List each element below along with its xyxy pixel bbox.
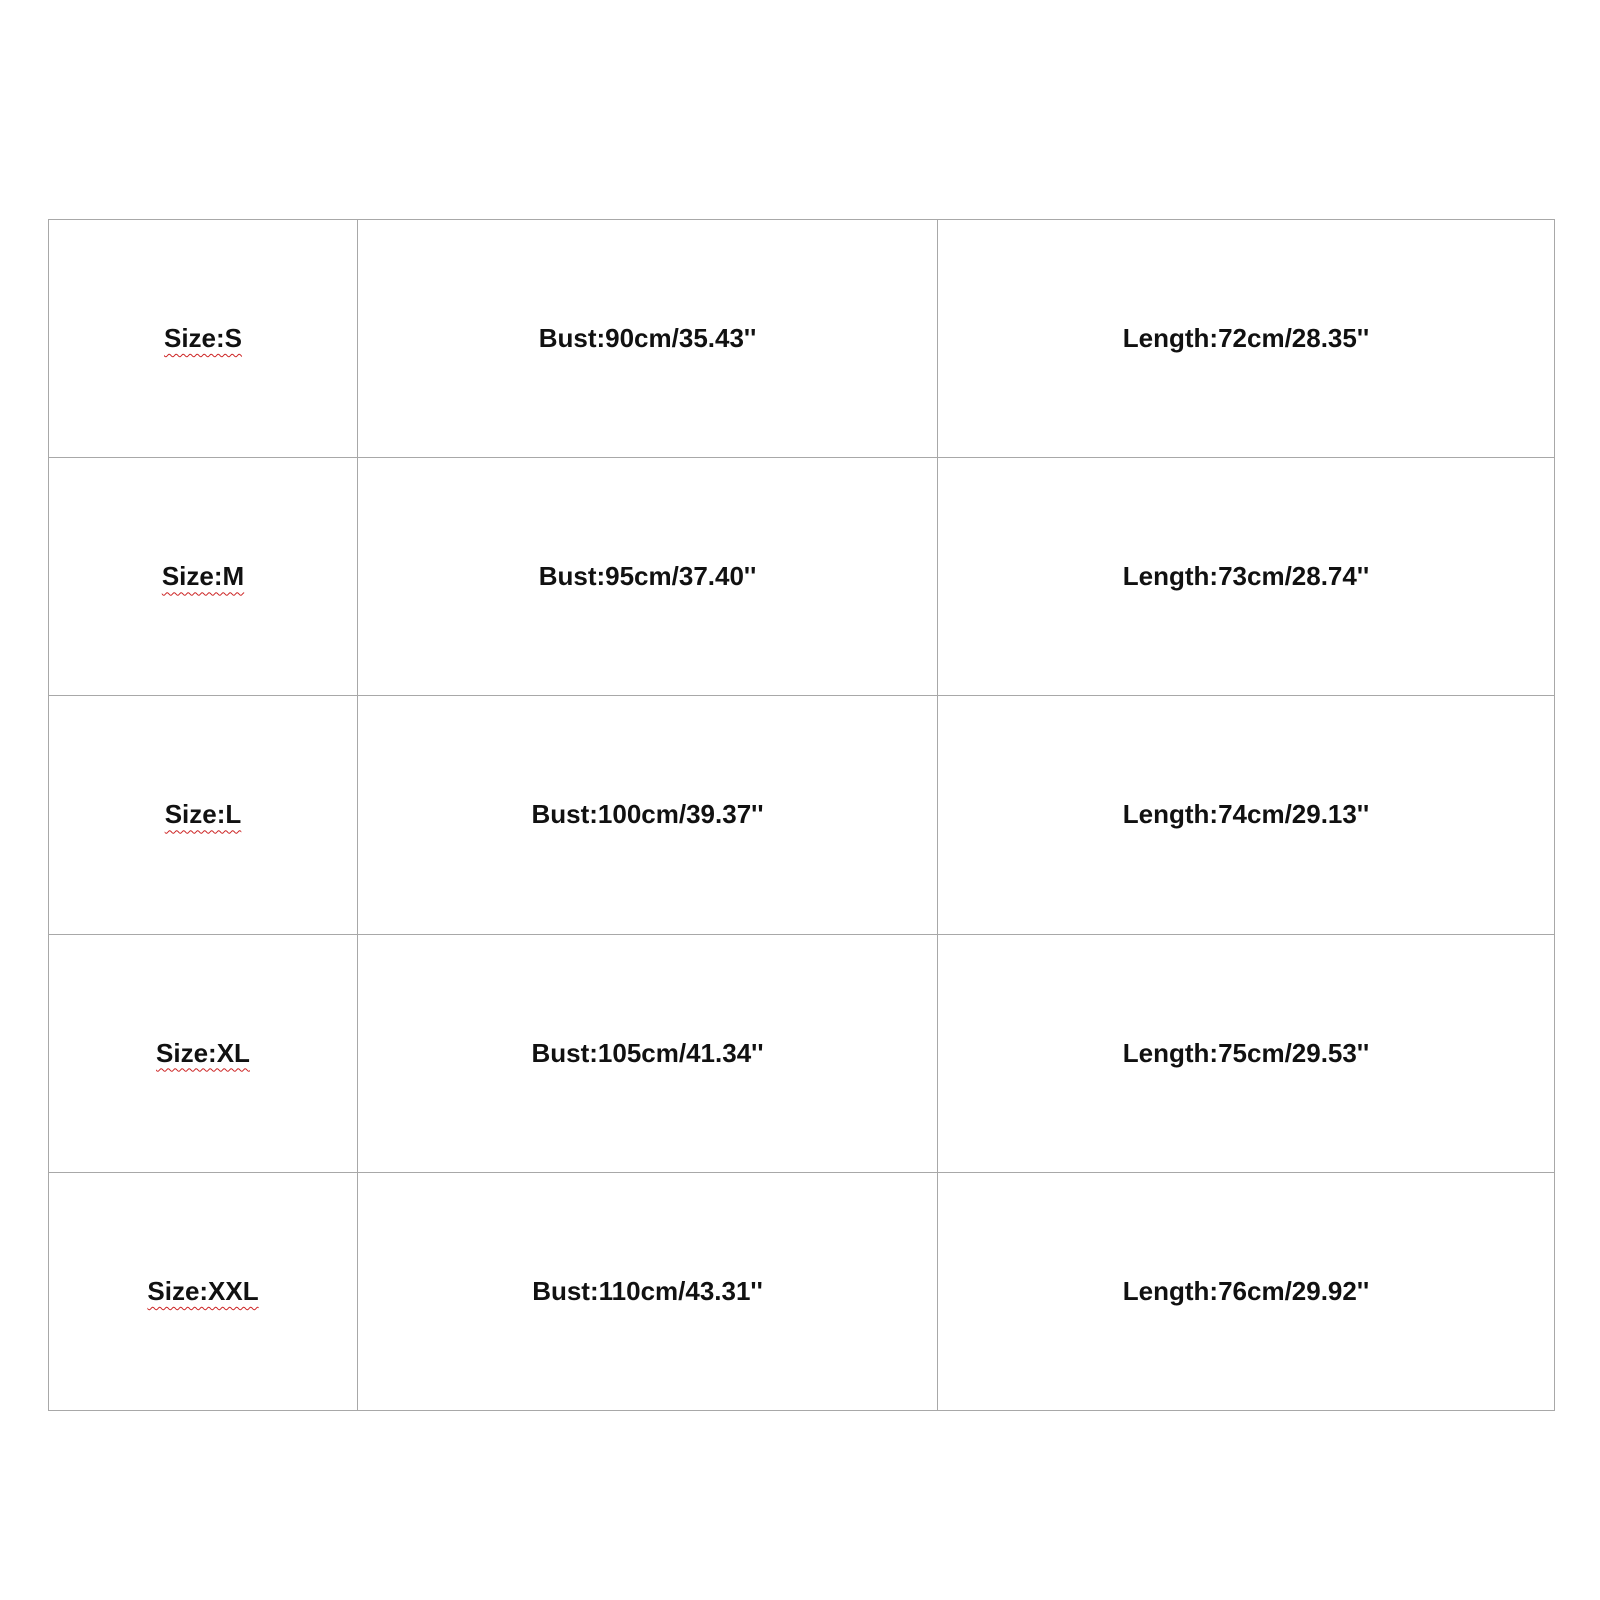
bust-label: Bust:95cm/37.40''	[538, 561, 757, 592]
bust-cell	[358, 458, 938, 696]
table-row	[49, 1172, 1555, 1410]
bust-label: Bust:90cm/35.43''	[538, 323, 757, 354]
bust-label: Bust:105cm/41.34''	[531, 1037, 764, 1068]
size-cell	[49, 220, 358, 458]
length-cell	[938, 458, 1555, 696]
length-label: Length:75cm/29.53''	[1122, 1037, 1370, 1068]
bust-label: Bust:100cm/39.37''	[531, 799, 764, 830]
table-row	[49, 934, 1555, 1172]
bust-cell	[358, 220, 938, 458]
bust-cell	[358, 1172, 938, 1410]
size-label: Size:L	[164, 799, 242, 830]
size-cell	[49, 1172, 358, 1410]
size-cell	[49, 696, 358, 934]
bust-label: Bust:110cm/43.31''	[532, 1275, 763, 1306]
length-label: Length:76cm/29.92''	[1122, 1275, 1370, 1306]
length-label: Length:74cm/29.13''	[1122, 799, 1370, 830]
length-cell	[938, 220, 1555, 458]
length-cell	[938, 1172, 1555, 1410]
length-label: Length:72cm/28.35''	[1122, 323, 1370, 354]
size-label: Size:S	[163, 323, 243, 354]
size-label: Size:XL	[156, 1037, 250, 1068]
size-cell	[49, 934, 358, 1172]
size-chart-table	[48, 219, 1555, 1411]
length-cell	[938, 934, 1555, 1172]
bust-cell	[358, 934, 938, 1172]
size-label: Size:M	[161, 561, 245, 592]
length-label: Length:73cm/28.74''	[1122, 561, 1370, 592]
bust-cell	[358, 696, 938, 934]
table-row	[49, 458, 1555, 696]
table-row	[49, 220, 1555, 458]
table-row	[49, 696, 1555, 934]
size-label: Size:XXL	[147, 1275, 259, 1306]
size-cell	[49, 458, 358, 696]
length-cell	[938, 696, 1555, 934]
